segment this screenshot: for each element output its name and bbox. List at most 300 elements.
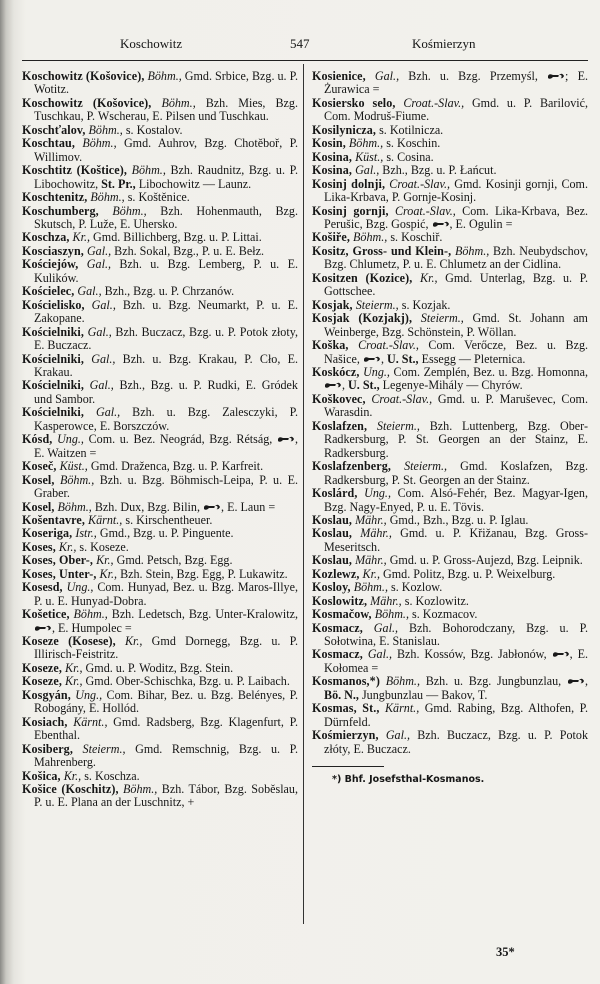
entry-name: Koseze (Kosese), bbox=[22, 634, 116, 649]
entry-text: Bzh. Buczacz, Bzg. u. P. Potok złóty, E. Buczacz. bbox=[324, 728, 588, 756]
entry-region: Böhm., bbox=[348, 136, 384, 151]
entry-text: Com. Bihar, Bez. u. Bzg. Belényes, P. Robogány, E. Hollód. bbox=[34, 687, 298, 716]
entry-region: Kr., bbox=[96, 553, 114, 568]
entry-name: Koschtenitz, bbox=[22, 190, 88, 205]
gazetteer-entry bbox=[312, 70, 588, 97]
gazetteer-entry bbox=[312, 124, 588, 137]
entry-text: , E. Laun = bbox=[221, 499, 276, 514]
post-horn-icon bbox=[432, 220, 450, 229]
gazetteer-entry bbox=[22, 191, 298, 204]
entry-text: s. Kotilnicza. bbox=[379, 122, 444, 137]
entry-text: Gmd. Billichberg, Bzg. u. P. Littai. bbox=[93, 230, 262, 245]
page-number: 547 bbox=[290, 36, 310, 51]
entry-name: Kosesd, bbox=[22, 580, 63, 595]
entry-region: Böhm., bbox=[455, 243, 490, 258]
gazetteer-entry bbox=[312, 393, 588, 420]
entry-text: Bzh. u. Bzg. Przemyśl, bbox=[408, 69, 548, 83]
entry-region: Küst., bbox=[355, 149, 384, 164]
post-horn-icon bbox=[277, 435, 295, 444]
entry-text: Gmd. u. P. Křižanau, Bzg. Gross-Meseritsch. bbox=[324, 526, 588, 554]
entry-text: Bzh., Bzg. u. P. Łańcut. bbox=[382, 163, 497, 178]
entry-region: Kärnt., bbox=[384, 701, 420, 716]
entry-region: Ung., bbox=[364, 486, 391, 501]
gazetteer-entry bbox=[312, 648, 588, 675]
entry-region: Croat.-Slav., bbox=[358, 338, 419, 353]
entry-name: Kosinj gornji, bbox=[312, 203, 389, 218]
post-horn-icon bbox=[324, 381, 342, 390]
gazetteer-entry bbox=[22, 675, 298, 688]
entry-name: Kościelec, bbox=[22, 284, 75, 299]
entry-region: Croat.-Slav., bbox=[403, 95, 465, 110]
gazetteer-entry bbox=[22, 460, 298, 473]
entry-text: , E. Kołomea = bbox=[324, 647, 588, 675]
gazetteer-entry bbox=[22, 514, 298, 527]
entry-region: Böhm., bbox=[59, 472, 95, 487]
entry-region: Gal., bbox=[367, 647, 392, 662]
entry-text: s. Kozjak. bbox=[401, 297, 451, 312]
gazetteer-entry bbox=[22, 541, 298, 554]
gazetteer-entry bbox=[22, 70, 298, 97]
entry-name: Kozlewz, bbox=[312, 566, 360, 581]
gazetteer-entry bbox=[312, 272, 588, 299]
entry-name: Kosjak, bbox=[312, 297, 353, 312]
entry-name: Koses, bbox=[22, 539, 56, 554]
gazetteer-entry bbox=[312, 366, 588, 393]
entry-text: Bzh. u. Bzg. Lemberg, P. u. E. Kulików. bbox=[34, 257, 298, 285]
entry-text: Com. u. Bez. Neográd, Bzg. Rétság, bbox=[88, 432, 277, 447]
entry-text: s. Kirschentheuer. bbox=[125, 512, 213, 527]
footnote: *) Bhf. Josefsthal-Kosmanos. bbox=[332, 774, 485, 786]
entry-text: Jungbunzlau — Bakov, T. bbox=[358, 687, 488, 702]
gazetteer-entry bbox=[312, 178, 588, 205]
gazetteer-entry bbox=[312, 568, 588, 581]
entry-text: s. Kozlow. bbox=[391, 580, 443, 595]
entry-region: Böhm., bbox=[88, 122, 123, 137]
gazetteer-entry bbox=[312, 729, 588, 756]
entry-region: Ung., bbox=[363, 364, 390, 379]
entry-name: Koška, bbox=[312, 338, 349, 353]
entry-name: Koslau, bbox=[312, 553, 353, 568]
entry-name: Kosienice, bbox=[312, 69, 366, 83]
entry-region: Steierm., bbox=[376, 418, 420, 433]
entry-text: Com. Verőcze, Bez. u. Bzg. Našice, bbox=[324, 338, 589, 366]
gazetteer-entry bbox=[312, 554, 588, 567]
gazetteer-entry bbox=[312, 137, 588, 150]
entry-name: Kosgyán, bbox=[22, 687, 71, 702]
entry-region: Böhm., bbox=[112, 203, 147, 218]
entry-text: Bzh. Neubydschov, Bzg. Chlumetz, P. u. E. Chlumetz an der Cidlina. bbox=[324, 243, 588, 272]
entry-text: Gmd. Koslafzen, Bzg. Radkersburg, P. St. Georgen an der Stainz. bbox=[324, 459, 588, 487]
entry-name: Kosmanos,*) bbox=[312, 674, 380, 689]
entry-region: Steierm., bbox=[404, 459, 448, 474]
gazetteer-entry bbox=[312, 608, 588, 621]
gazetteer-entry bbox=[22, 137, 298, 164]
entry-name: Košica, bbox=[22, 768, 61, 783]
entry-region: Istr., bbox=[75, 526, 97, 541]
entry-name: Koschza, bbox=[22, 230, 70, 245]
entry-text: Gmd. u. P. Woditz, Bzg. Stein. bbox=[85, 660, 234, 675]
signature-mark: 35* bbox=[496, 945, 515, 959]
gazetteer-entry bbox=[312, 245, 588, 272]
entry-text: Com. Zemplén, Bez. u. Bzg. Homonna, bbox=[393, 364, 588, 379]
entry-text: Bzh. Dux, Bzg. Bilin, bbox=[94, 499, 204, 514]
entry-region: Kr., bbox=[58, 539, 77, 554]
entry-region: Ung., bbox=[57, 432, 84, 447]
entry-text: Gmd. u. P. Barilović, Com. Modruš-Fiume. bbox=[324, 95, 589, 124]
entry-region: Gal., bbox=[355, 163, 380, 178]
entry-region: Mähr., bbox=[360, 526, 392, 541]
entry-text: s. Koschza. bbox=[84, 768, 140, 783]
gazetteer-entry bbox=[312, 151, 588, 164]
entry-region: Steierm., bbox=[420, 311, 464, 326]
entry-name: Kosiersko selo, bbox=[312, 95, 396, 110]
footnote-rule bbox=[312, 766, 384, 767]
post-horn-icon bbox=[203, 503, 221, 512]
gazetteer-entry bbox=[22, 164, 298, 191]
gazetteer-entry bbox=[22, 353, 298, 380]
entry-text: Gmd. Unterlag, Bzg. u. P. Gottschee. bbox=[324, 270, 589, 299]
entry-name: Koškovec, bbox=[312, 391, 366, 406]
header-left-keyword: Koschowitz bbox=[120, 36, 183, 51]
entry-region: Croat.-Slav., bbox=[394, 203, 456, 218]
entry-text: Bzh. Kossów, Bzg. Jabłonów, bbox=[396, 647, 552, 662]
entry-text: , bbox=[342, 378, 349, 393]
entry-text: Gmd., Bzg. u. P. Pinguente. bbox=[99, 526, 234, 541]
gazetteer-entry bbox=[22, 124, 298, 137]
entry-text: Bzh., Bzg. u. P. Rudki, E. Gródek und Sambor. bbox=[34, 378, 298, 406]
entry-name: Kosina, bbox=[312, 149, 353, 164]
gazetteer-entry bbox=[312, 339, 588, 366]
entry-region: Böhm., bbox=[82, 136, 117, 151]
entry-text: Gmd. St. Johann am Weinberge, Bzg. Schönstein, P. Wöllan. bbox=[324, 311, 588, 339]
entry-region: Böhm., bbox=[57, 499, 92, 514]
entry-region: Böhm., bbox=[147, 69, 182, 83]
entry-name: Koses, Unter-, bbox=[22, 566, 97, 581]
entry-text: s. Kozmacov. bbox=[412, 607, 478, 622]
entry-name: Kosloy, bbox=[312, 580, 351, 595]
entry-text: s. Cosina. bbox=[386, 149, 434, 164]
entry-text: , E. Waitzen = bbox=[34, 432, 298, 460]
entry-region: Kärnt., bbox=[88, 512, 123, 527]
gazetteer-entry bbox=[22, 743, 298, 770]
entry-region: Kr., bbox=[124, 634, 143, 649]
entry-name: Koslárd, bbox=[312, 486, 358, 501]
entry-text: Gmd. Radsberg, Bzg. Klagenfurt, P. Ebenthal. bbox=[34, 714, 298, 743]
entry-name: Koschťalov, bbox=[22, 122, 86, 137]
entry-text: Com. Hunyad, Bez. u. Bzg. Maros-Illye, P. u. E. Hunyad-Dobra. bbox=[34, 580, 298, 608]
entry-text: Gmd. Srbice, Bzg. u. P. Wotitz. bbox=[34, 69, 298, 97]
entry-region: Gal., bbox=[96, 405, 121, 420]
entry-text: , E. Humpolec = bbox=[52, 620, 132, 635]
entry-text: Bzh. u. Bzg. Krakau, P. Cło, E. Krakau. bbox=[34, 351, 299, 379]
gazetteer-entry bbox=[22, 783, 298, 810]
entry-text: s. Koschiř. bbox=[390, 230, 443, 245]
entry-name: Koslau, bbox=[312, 526, 353, 541]
entry-name: Košice (Koschitz), bbox=[22, 782, 119, 797]
entry-text: Gmd. Auhrov, Bzg. Chotěboř, P. Willimov. bbox=[34, 136, 298, 164]
entry-name: Koschowitz (Košovice), bbox=[22, 95, 152, 110]
gazetteer-entry bbox=[22, 285, 298, 298]
entry-text: Essegg — Pleternica. bbox=[418, 351, 526, 366]
gazetteer-entry bbox=[312, 420, 588, 460]
entry-region: Gal., bbox=[89, 378, 114, 393]
entry-region: Böhm., bbox=[123, 782, 158, 797]
entry-text: s. Kozlowitz. bbox=[404, 593, 469, 608]
entry-region: Kr., bbox=[420, 270, 438, 285]
entry-region: Gal., bbox=[91, 351, 116, 366]
entry-region: Kr., bbox=[65, 660, 83, 675]
entry-region: Kr., bbox=[65, 674, 83, 689]
gazetteer-entry bbox=[22, 554, 298, 567]
entry-name: Kosel, bbox=[22, 472, 55, 487]
gazetteer-entry bbox=[22, 326, 298, 353]
entry-region: Kr., bbox=[99, 566, 118, 581]
entry-name: Koslafzen, bbox=[312, 418, 368, 433]
gazetteer-entry bbox=[22, 258, 298, 285]
entry-region: Böhm., bbox=[161, 95, 196, 110]
entry-name: Kościelniki, bbox=[22, 378, 85, 393]
entry-region: Mähr., bbox=[355, 512, 387, 527]
entry-name: Koseze, bbox=[22, 660, 62, 675]
entry-text: Gmd. Remschnig, Bzg. u. P. Mahrenberg. bbox=[34, 741, 299, 770]
entry-text: Bzh. Bohorodczany, Bzg. u. P. Sołotwina, E. Stanislau. bbox=[324, 620, 588, 649]
right-column bbox=[312, 70, 588, 787]
running-header bbox=[22, 36, 588, 56]
entry-region: Kärnt., bbox=[73, 714, 108, 729]
gazetteer-entry bbox=[312, 702, 588, 729]
entry-name: Kościelisko, bbox=[22, 297, 85, 312]
entry-text: , bbox=[380, 351, 387, 366]
entry-name: Kościelniki, bbox=[22, 324, 85, 339]
entry-text: Bzh. Hohenmauth, Bzg. Skutsch, P. Luže, E. Uhersko. bbox=[34, 203, 298, 231]
post-horn-icon bbox=[567, 677, 585, 686]
gazetteer-entry bbox=[22, 474, 298, 501]
entry-text: Bzh. u. Bzg. Neumarkt, P. u. E. Zakopane. bbox=[34, 297, 298, 326]
gazetteer-entry bbox=[22, 379, 298, 406]
post-horn-icon bbox=[552, 650, 570, 659]
header-rule bbox=[22, 60, 588, 61]
gazetteer-entry bbox=[312, 527, 588, 554]
entry-text: s. Koštěnice. bbox=[127, 190, 190, 205]
header-right-keyword: Kośmierzyn bbox=[412, 36, 476, 51]
entry-name: Kosmas, St., bbox=[312, 701, 380, 716]
entry-text: s. Kostalov. bbox=[125, 122, 183, 137]
entry-region: Böhm., bbox=[385, 674, 420, 689]
gazetteer-entry bbox=[312, 97, 588, 124]
entry-text: Gmd., Bzh., Bzg. u. P. Iglau. bbox=[389, 512, 529, 527]
entry-text: ; E. Żurawica = bbox=[324, 69, 588, 97]
entry-name: Kosin, bbox=[312, 136, 346, 151]
entry-railway-abbrev: St. Pr., bbox=[101, 176, 136, 191]
entry-name: Kosilynicza, bbox=[312, 122, 377, 137]
entry-text: Bzh. u. Bzg. Böhmisch-Leipa, P. u. E. Graber. bbox=[34, 472, 298, 501]
entry-name: Kościelniki, bbox=[22, 405, 85, 420]
entry-text: Libochowitz — Launz. bbox=[135, 176, 252, 191]
entry-text: s. Koseze. bbox=[79, 539, 129, 554]
gazetteer-entry bbox=[22, 689, 298, 716]
gazetteer-entry bbox=[312, 487, 588, 514]
entry-name: Košiře, bbox=[312, 230, 350, 245]
entry-region: Mähr., bbox=[355, 553, 387, 568]
entry-name: Kosina, bbox=[312, 163, 353, 178]
gazetteer-entry bbox=[22, 527, 298, 540]
entry-region: Ung., bbox=[75, 687, 103, 702]
entry-region: Gal., bbox=[374, 69, 400, 83]
entry-name: Koseriga, bbox=[22, 526, 73, 541]
gazetteer-entry bbox=[22, 205, 298, 232]
entry-name: Kosel, bbox=[22, 499, 55, 514]
gazetteer-entry bbox=[22, 635, 298, 662]
entry-name: Kositz, Gross- und Klein-, bbox=[312, 243, 452, 258]
entry-text: Gmd. Politz, Bzg. u. P. Weixelburg. bbox=[383, 566, 556, 581]
entry-name: Kosmačow, bbox=[312, 607, 372, 622]
entry-name: Koslowitz, bbox=[312, 593, 368, 608]
entry-name: Koskócz, bbox=[312, 364, 360, 379]
entry-name: Kosjak (Kozjakj), bbox=[312, 311, 413, 326]
entry-text: Gmd. u. P. Maruševec, Com. Warasdin. bbox=[324, 391, 588, 420]
gazetteer-entry bbox=[22, 245, 298, 258]
gazetteer-entry bbox=[22, 433, 298, 460]
entry-text: , bbox=[584, 674, 588, 689]
entry-text: Bzh. Buczacz, Bzg. u. P. Potok złoty, E. Buczacz. bbox=[34, 324, 299, 353]
entry-text: Bzh. Sokal, Bzg., P. u. E. Bełz. bbox=[114, 243, 264, 258]
gazetteer-entry bbox=[312, 231, 588, 244]
entry-region: Kr., bbox=[63, 768, 82, 783]
entry-text: Bzh. Luttenberg, Bzg. Ober-Radkersburg, P. St. Georgen an der Stainz, E. Radkersburg. bbox=[324, 418, 588, 460]
entry-text: Bzh. Raudnitz, Bzg. u. P. Libochowitz, bbox=[34, 163, 298, 191]
entry-region: Mähr., bbox=[370, 593, 402, 608]
entry-text: Bzh. u. Bzg. Jungbunzlau, bbox=[425, 674, 567, 689]
gazetteer-entry bbox=[22, 406, 298, 433]
entry-region: Böhm., bbox=[90, 190, 125, 205]
entry-name: Kositzen (Kozice), bbox=[312, 270, 413, 285]
left-column bbox=[22, 70, 298, 810]
gazetteer-entry bbox=[22, 608, 298, 635]
gazetteer-entry bbox=[312, 514, 588, 527]
post-horn-icon bbox=[34, 624, 52, 633]
gazetteer-entry bbox=[22, 770, 298, 783]
entry-region: Steierm., bbox=[355, 297, 399, 312]
entry-region: Böhm., bbox=[374, 607, 409, 622]
entry-region: Böhm., bbox=[353, 580, 388, 595]
entry-text: Bzh. Stein, Bzg. Egg, P. Lukawitz. bbox=[120, 566, 288, 581]
entry-text: Gmd. Rabing, Bzg. Althofen, P. Dürnfeld. bbox=[324, 701, 588, 729]
entry-text: Com. Alsó-Fehér, Bez. Magyar-Igen, Bzg. Nagy-Enyed, P. u. E. Tövis. bbox=[324, 486, 588, 514]
entry-region: Böhm., bbox=[73, 607, 108, 622]
entry-text: s. Koschin. bbox=[386, 136, 441, 151]
gazetteer-entry bbox=[312, 164, 588, 177]
gazetteer-entry bbox=[22, 662, 298, 675]
entry-name: Košentavre, bbox=[22, 512, 86, 527]
entry-text: Gmd. Petsch, Bzg. Egg. bbox=[116, 553, 233, 568]
entry-name: Koschumberg, bbox=[22, 203, 99, 218]
entry-text: Bzh. Tábor, Bzg. Soběslau, P. u. E. Plana an der Luschnitz, + bbox=[34, 782, 298, 810]
gazetteer-entry bbox=[312, 312, 588, 339]
entry-name: Kósd, bbox=[22, 432, 53, 447]
entry-text: Bzh. u. Bzg. Zalesczyki, P. Kasperowce, E. Borszczów. bbox=[34, 405, 298, 433]
entry-railway-abbrev: U. St., bbox=[387, 351, 419, 366]
gazetteer-entry bbox=[22, 568, 298, 581]
gazetteer-entry bbox=[312, 460, 588, 487]
entry-name: Košetice, bbox=[22, 607, 70, 622]
entry-text: Bzh., Bzg. u. P. Chrzanów. bbox=[104, 284, 235, 299]
post-horn-icon bbox=[363, 355, 381, 364]
entry-name: Kościejów, bbox=[22, 257, 79, 272]
entry-name: Kosiberg, bbox=[22, 741, 73, 756]
gazetteer-entry bbox=[312, 595, 588, 608]
entry-text: Gmd Dornegg, Bzg. u. P. Illirisch-Feistritz. bbox=[34, 634, 298, 662]
entry-name: Kosinj dolnji, bbox=[312, 176, 386, 191]
entry-name: Koseč, bbox=[22, 459, 57, 474]
entry-region: Gal., bbox=[86, 257, 111, 272]
post-horn-icon bbox=[547, 72, 565, 81]
gazetteer-entry bbox=[22, 97, 298, 124]
entry-region: Küst., bbox=[59, 459, 88, 474]
entry-name: Kosmacz, bbox=[312, 620, 363, 635]
entry-text: Bzh. Ledetsch, Bzg. Unter-Kralowitz, bbox=[111, 607, 298, 622]
entry-text: Gmd. Draženca, Bzg. u. P. Karfreit. bbox=[90, 459, 264, 474]
entry-region: Kr., bbox=[362, 566, 380, 581]
entry-railway-abbrev: Bö. N., bbox=[324, 687, 359, 702]
entry-name: Kościelniki, bbox=[22, 351, 85, 366]
entry-region: Böhm., bbox=[353, 230, 388, 245]
entry-name: Kośmierzyn, bbox=[312, 728, 379, 743]
entry-region: Croat.-Slav., bbox=[389, 176, 451, 191]
gazetteer-entry bbox=[22, 299, 298, 326]
entry-region: Gal., bbox=[87, 324, 112, 339]
gazetteer-entry bbox=[312, 675, 588, 702]
entry-text: Bzh. Mies, Bzg. Tuschkau, P. Wscherau, E. Pilsen und Tuschkau. bbox=[34, 95, 298, 124]
entry-region: Gal., bbox=[86, 243, 112, 258]
entry-text: Gmd. Ober-Schischka, Bzg. u. P. Laibach. bbox=[85, 674, 290, 689]
entry-region: Gal., bbox=[385, 728, 411, 743]
entry-name: Koschtau, bbox=[22, 136, 75, 151]
entry-text: , E. Ogulin = bbox=[449, 216, 513, 231]
gazetteer-entry bbox=[22, 716, 298, 743]
entry-name: Kosciaszyn, bbox=[22, 243, 84, 258]
entry-name: Koslau, bbox=[312, 512, 353, 527]
entry-name: Koseze, bbox=[22, 674, 62, 689]
entry-region: Steierm., bbox=[82, 741, 126, 756]
entry-region: Kr., bbox=[72, 230, 91, 245]
gazetteer-entry bbox=[22, 231, 298, 244]
entry-railway-abbrev: U. St., bbox=[348, 378, 380, 393]
gazetteer-entry bbox=[22, 581, 298, 608]
gazetteer-entry bbox=[312, 581, 588, 594]
entry-region: Gal., bbox=[373, 620, 398, 635]
entry-name: Koschtitz (Koštice), bbox=[22, 163, 127, 178]
gazetteer-entry bbox=[312, 205, 588, 232]
entry-name: Koslafzenberg, bbox=[312, 459, 391, 474]
entry-name: Koschowitz (Košovice), bbox=[22, 69, 145, 83]
entry-name: Kosmacz, bbox=[312, 647, 363, 662]
entry-region: Croat.-Slav., bbox=[371, 391, 433, 406]
entry-name: Kosiach, bbox=[22, 714, 68, 729]
entry-region: Gal., bbox=[91, 297, 116, 312]
gazetteer-entry bbox=[312, 622, 588, 649]
entry-name: Koses, Ober-, bbox=[22, 553, 94, 568]
gazetteer-entry bbox=[22, 501, 298, 514]
entry-text: Gmd. Kosinji gornji, Com. Lika-Krbava, P. Gornje-Kosinj. bbox=[324, 176, 588, 205]
entry-text: Com. Lika-Krbava, Bez. Perušic, Bzg. Gospić, bbox=[324, 203, 588, 231]
entry-region: Böhm., bbox=[131, 163, 166, 178]
entry-region: Ung., bbox=[66, 580, 94, 595]
column-divider bbox=[303, 64, 304, 924]
entry-text: Gmd. u. P. Gross-Aujezd, Bzg. Leipnik. bbox=[389, 553, 583, 568]
entry-region: Gal., bbox=[77, 284, 102, 299]
gazetteer-entry bbox=[312, 299, 588, 312]
entry-text: Legenye-Mihály — Chyrów. bbox=[379, 378, 523, 393]
